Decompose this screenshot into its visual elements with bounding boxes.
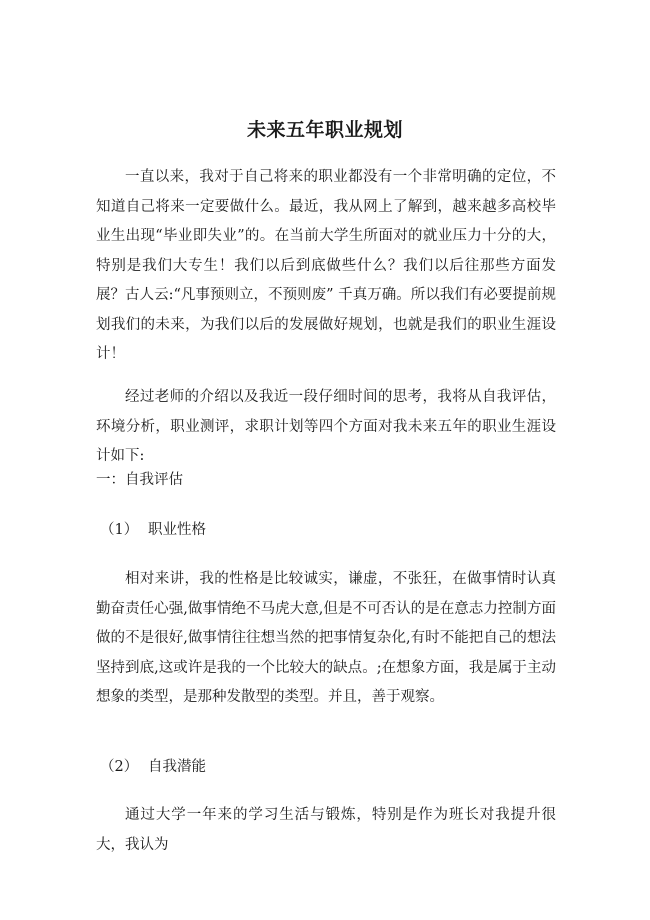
intro-paragraph: 一直以来，我对于自己将来的职业都没有一个非常明确的定位，不知道自己将来一定要做什么。最近，我从网上了解到，越来越多高校毕业生出现“毕业即失业”的。在当前大学生所面对的就业压力十分的大，特别是我们大专生！我们以后到底做些什么？我们以后往那些方面发展？古人云:“凡事预则立，不预则废” 千真万确。所以我们有必要提前规划我们的未来，为我们以后的发展做好规划，也就是我们的职业生涯设计！	[96, 169, 556, 362]
personality-paragraph: 相对来讲，我的性格是比较诚实，谦虚，不张狂，在做事情时认真勤奋责任心强,做事情绝不马虎大意,但是不可否认的是在意志力控制方面做的不是很好,做事情往往想当然的把事情复杂化,有时不能把自己的想法坚持到底,这或许是我的一个比较大的缺点。;在想象方面，我是属于主动想象的类型，是那种发散型的类型。并且，善于观察。	[96, 571, 556, 705]
subsection-label: 自我潜能	[148, 759, 206, 775]
subsection-heading-personality	[100, 516, 560, 546]
method-paragraph: 经过老师的介绍以及我近一段仔细时间的思考，我将从自我评估，环境分析，职业测评，求职计划等四个方面对我未来五年的职业生涯设计如下:	[96, 389, 556, 464]
potential-paragraph: 通过大学一年来的学习生活与锻炼，特别是作为班长对我提升很大，我认为	[96, 807, 556, 853]
subsection-number: （2）	[100, 759, 139, 775]
section-heading-self-assessment: 一：自我评估	[96, 472, 183, 488]
subsection-heading-potential	[100, 753, 560, 783]
subsection-number: （1）	[100, 522, 139, 538]
document-title: 未来五年职业规划	[246, 119, 403, 141]
subsection-label: 职业性格	[148, 522, 206, 538]
